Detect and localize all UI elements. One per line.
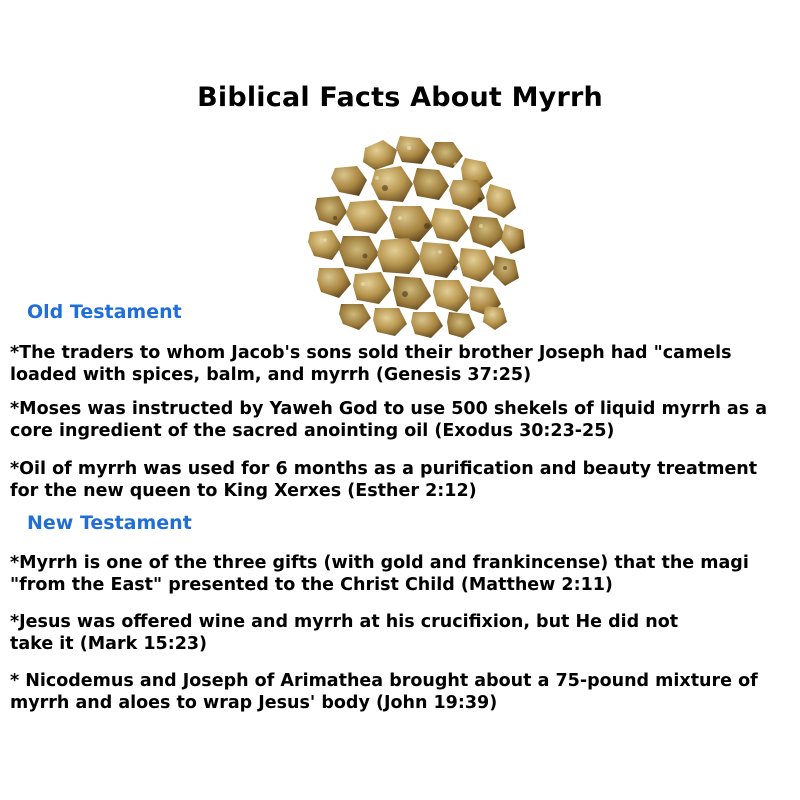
old-testament-heading: Old Testament [27, 301, 182, 323]
fact-item: *Moses was instructed by Yaweh God to use 500 shekels of liquid myrrh as a core ingredient of the sacred anointing oil (Exodus 30:23-25) [10, 399, 768, 441]
fact-item: * Nicodemus and Joseph of Arimathea brought about a 75-pound mixture of myrrh and aloes to wrap Jesus' body (John 19:39) [10, 671, 758, 713]
fact-item: *Oil of myrrh was used for 6 months as a purification and beauty treatment for the new queen to King Xerxes (Esther 2:12) [10, 459, 758, 501]
myrrh-resin-image [305, 128, 530, 343]
page-title: Biblical Facts About Myrrh [197, 82, 603, 113]
new-testament-heading: New Testament [27, 512, 192, 534]
fact-item: *The traders to whom Jacob's sons sold their brother Joseph had "camels loaded with spices, balm, and myrrh (Genesis 37:25) [10, 343, 732, 385]
fact-item: *Jesus was offered wine and myrrh at his crucifixion, but He did not take it (Mark 15:23) [10, 612, 679, 654]
fact-item: *Myrrh is one of the three gifts (with gold and frankincense) that the magi "from the East" presented to the Christ Child (Matthew 2:11) [10, 553, 749, 595]
